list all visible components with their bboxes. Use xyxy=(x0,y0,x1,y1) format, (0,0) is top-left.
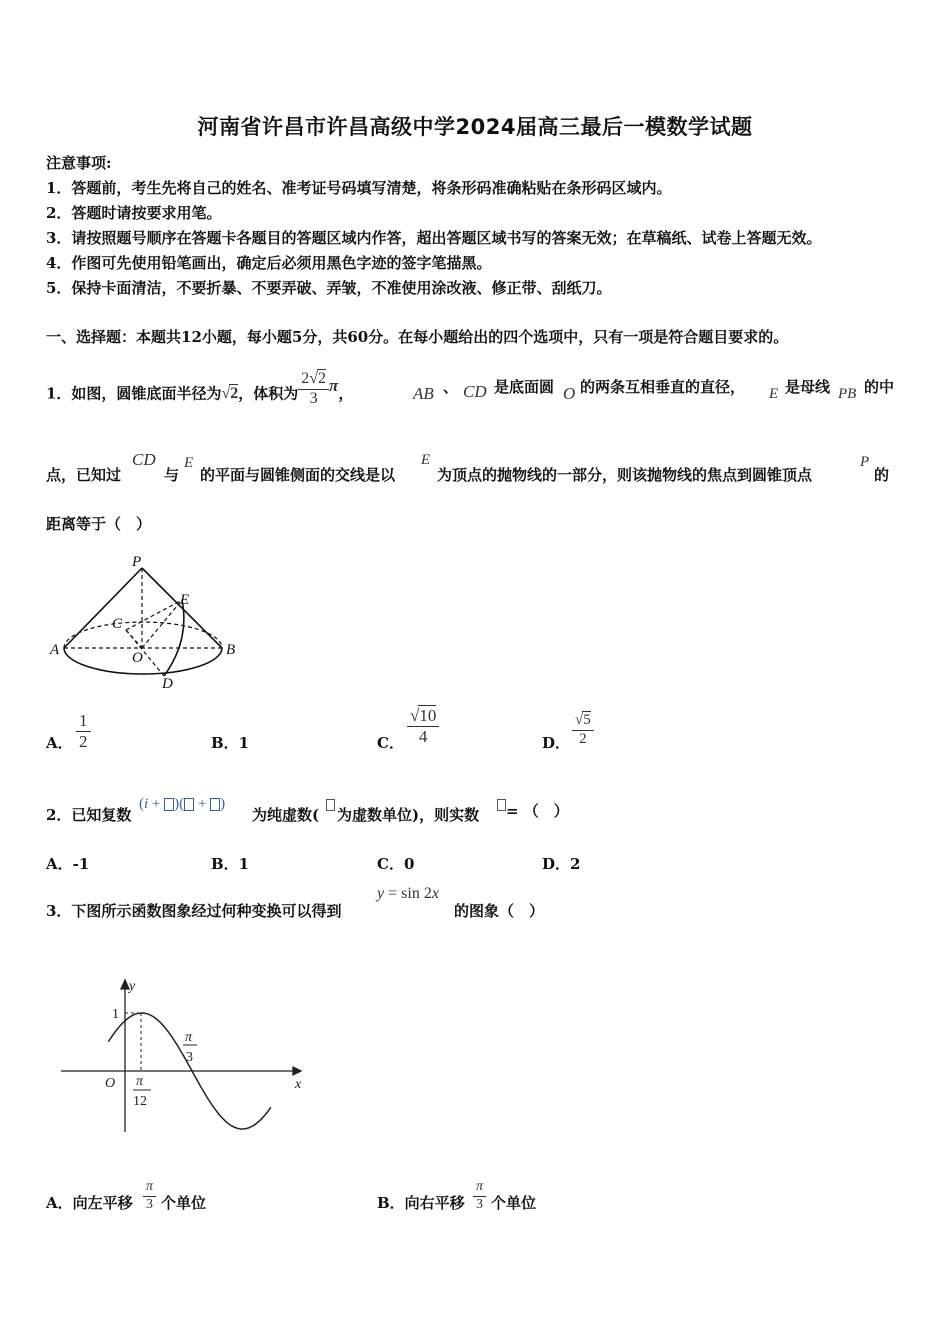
q1-pb: PB xyxy=(838,386,857,402)
q1-ab: AB xyxy=(413,384,434,403)
q3-option-a[interactable]: A．向左平移 xyxy=(46,1194,133,1212)
notes-item-2: 2．答题时请按要求用笔。 xyxy=(46,204,222,222)
q3-text: 的图象（ ） xyxy=(454,902,545,920)
q1-option-a[interactable]: A． xyxy=(46,734,73,752)
x-tick-pi-3-num: π xyxy=(185,1030,193,1045)
missing-glyph-icon xyxy=(164,798,174,811)
notes-item-1: 1．答题前，考生先将自己的姓名、准考证号码填写清楚，将条形码准确粘贴在条形码区域内。 xyxy=(46,179,672,197)
q1-option-d-fraction: $\frac{√5}{2}$ xyxy=(572,713,594,748)
q1-option-d[interactable]: D． xyxy=(542,734,571,752)
q1-text: ，体积为 xyxy=(238,384,299,403)
label-a: A xyxy=(50,642,60,658)
y-axis-label: y xyxy=(129,979,136,994)
q3-function: y = sin 2x xyxy=(377,885,439,902)
q1-volume-fraction: $\frac{2√2}{3}$ xyxy=(298,371,329,408)
q3-option-a-fraction: $\frac{\pi}{3}$ xyxy=(143,1180,156,1212)
missing-glyph-icon xyxy=(497,799,506,811)
q3-text: 3．下图所示函数图象经过何种变换可以得到 xyxy=(46,902,342,920)
q1-e: E xyxy=(184,455,194,471)
q1-option-c[interactable]: C． xyxy=(377,734,404,752)
q1-cd: CD xyxy=(463,382,487,401)
q3-option-b-suffix: 个单位 xyxy=(491,1194,537,1212)
q1-text: 的中 xyxy=(864,378,895,396)
q1-text: 1．如图，圆锥底面半径为 xyxy=(46,384,222,403)
missing-glyph-icon xyxy=(210,798,220,811)
q1-cd: CD xyxy=(132,450,156,469)
q3-option-a-suffix: 个单位 xyxy=(161,1194,207,1212)
x-axis-label: x xyxy=(295,1077,302,1092)
origin-label: O xyxy=(105,1076,116,1091)
label-p: P xyxy=(132,554,142,570)
q1-text: 的两条互相垂直的直径， xyxy=(580,378,746,396)
q1-text: 是底面圆 xyxy=(494,378,555,396)
x-tick-pi-12-num: π xyxy=(136,1074,144,1089)
q1-option-b[interactable]: B．1 xyxy=(211,734,250,752)
notes-item-5: 5．保持卡面清洁，不要折暴、不要弄破、弄皱，不准使用涂改液、修正带、刮纸刀。 xyxy=(46,279,612,297)
x-tick-pi-3-den: 3 xyxy=(186,1050,193,1065)
q1-p: P xyxy=(860,454,870,470)
page-title: 河南省许昌市许昌高级中学2024届高三最后一模数学试题 xyxy=(197,115,753,139)
q1-text: 与 xyxy=(164,466,180,484)
q1-text: 是母线 xyxy=(785,378,831,396)
q1-e: E xyxy=(769,386,779,402)
q1-text: 、 xyxy=(443,378,459,396)
label-b: B xyxy=(226,642,236,658)
notes-heading: 注意事项: xyxy=(46,154,112,172)
y-tick-one: 1 xyxy=(112,1007,119,1022)
missing-glyph-icon xyxy=(184,798,194,811)
q1-text: 点，已知过 xyxy=(46,466,122,484)
label-e: E xyxy=(180,592,190,608)
q2-option-c[interactable]: C．0 xyxy=(377,855,415,873)
q3-option-b-fraction: $\frac{\pi}{3}$ xyxy=(473,1180,486,1212)
q1-option-a-fraction: $\frac{1}{2}$ xyxy=(76,712,91,751)
q2-option-a[interactable]: A．-1 xyxy=(46,855,90,873)
q1-e: E xyxy=(421,452,431,468)
label-o: O xyxy=(132,650,143,666)
sine-graph xyxy=(55,972,315,1137)
q1-radius: √2 xyxy=(221,385,239,403)
missing-glyph-icon xyxy=(326,799,335,811)
q1-option-c-fraction: $\frac{√10}{4}$ xyxy=(407,707,439,746)
q2-option-d[interactable]: D．2 xyxy=(542,855,581,873)
section-heading: 一、选择题：本题共12小题，每小题5分，共60分。在每小题给出的四个选项中，只有一项是符合题目要求的。 xyxy=(46,328,789,346)
q1-o: O xyxy=(563,384,576,403)
q1-text: 为顶点的抛物线的一部分，则该抛物线的焦点到圆锥顶点 xyxy=(437,466,813,484)
q1-pi: π xyxy=(329,376,339,396)
label-c: C xyxy=(112,616,123,632)
notes-item-4: 4．作图可先使用铅笔画出，确定后必须用黑色字迹的签字笔描黑。 xyxy=(46,254,492,272)
q1-text: ， xyxy=(338,384,354,403)
q2-text: = （ ） xyxy=(506,802,569,820)
q2-text: 为虚数单位)，则实数 xyxy=(337,806,480,824)
q2-option-b[interactable]: B．1 xyxy=(211,855,250,873)
q2-text: 为纯虚数( xyxy=(252,806,320,824)
q2-text: 2．已知复数 xyxy=(46,806,132,824)
q1-text: 的平面与圆锥侧面的交线是以 xyxy=(200,466,396,484)
q1-text: 距离等于（ ） xyxy=(46,515,152,533)
label-d: D xyxy=(162,676,173,690)
q2-expression: (i + )( + ) xyxy=(139,796,226,812)
q3-option-b[interactable]: B．向右平移 xyxy=(377,1194,465,1212)
cone-figure xyxy=(44,550,254,690)
q1-text: 的 xyxy=(874,466,890,484)
x-tick-pi-12-den: 12 xyxy=(133,1094,147,1109)
notes-item-3: 3．请按照题号顺序在答题卡各题目的答题区域内作答，超出答题区域书写的答案无效；在草稿纸、试卷上答题无效。 xyxy=(46,229,822,247)
q1-line1 xyxy=(46,370,354,413)
